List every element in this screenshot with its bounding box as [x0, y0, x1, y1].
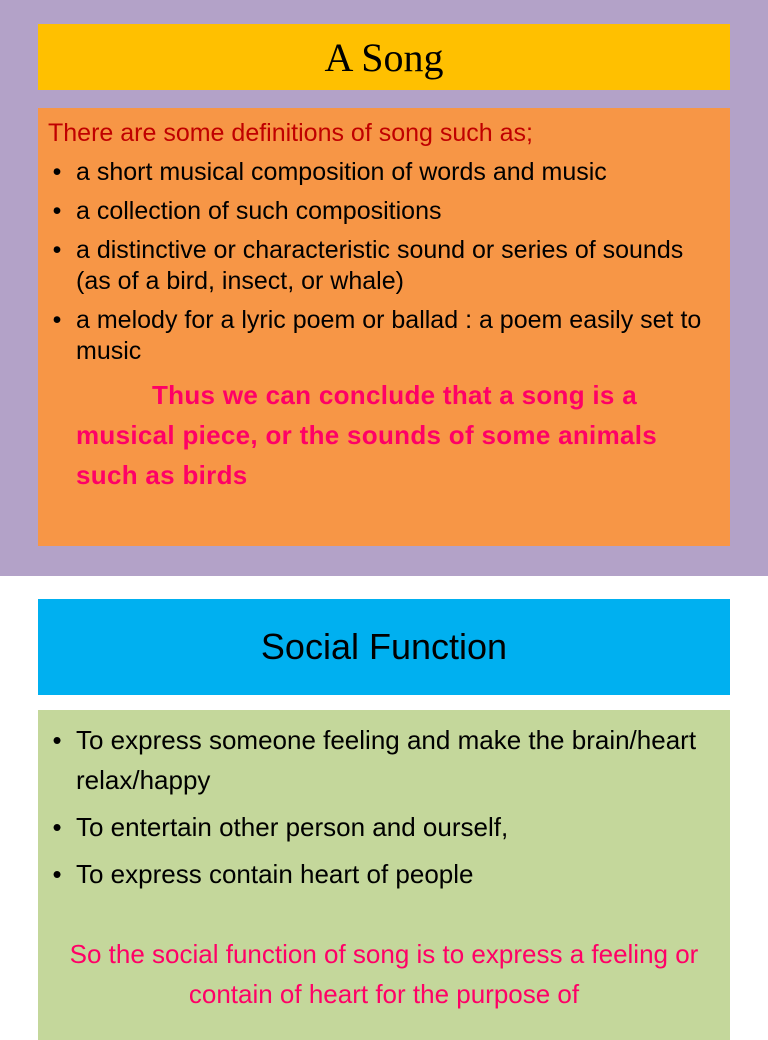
- list-item: [46, 157, 722, 188]
- function-text: To express someone feeling and make the brain/heart relax/happy: [76, 725, 697, 795]
- definition-text: a melody for a lyric poem or ballad : a poem easily set to music: [76, 306, 702, 365]
- list-item: [46, 235, 722, 297]
- slide-title: A Song: [38, 24, 730, 90]
- slide-title: Social Function: [38, 599, 730, 695]
- summary-text: So the social function of song is to express a feeling or contain of heart for the purpose of: [69, 939, 699, 1009]
- list-item: [46, 305, 722, 367]
- definition-text: a distinctive or characteristic sound or series of sounds (as of a bird, insect, or whale): [76, 236, 684, 295]
- slide-social-function: [0, 576, 768, 1024]
- content-box: [38, 108, 730, 546]
- function-text: To entertain other person and ourself,: [76, 812, 509, 842]
- bullet-icon: •: [52, 236, 62, 264]
- list-item: [46, 720, 722, 800]
- bullet-icon: •: [52, 812, 62, 842]
- conclusion-text: Thus we can conclude that a song is a musical piece, or the sounds of some animals such as birds: [76, 380, 658, 490]
- functions-list: [46, 720, 722, 894]
- intro-text: There are some definitions of song such as;: [48, 119, 533, 147]
- definition-text: a collection of such compositions: [76, 197, 442, 225]
- list-item: [46, 807, 722, 847]
- bullet-icon: •: [52, 725, 62, 755]
- bullet-icon: •: [52, 158, 62, 186]
- bullet-icon: •: [52, 306, 62, 334]
- definition-text: a short musical composition of words and music: [76, 158, 607, 186]
- definitions-list: [46, 157, 722, 367]
- function-text: To express contain heart of people: [76, 859, 474, 889]
- bullet-icon: •: [52, 197, 62, 225]
- list-item: [46, 854, 722, 894]
- list-item: [46, 196, 722, 227]
- content-box: [38, 710, 730, 1040]
- bullet-icon: •: [52, 859, 62, 889]
